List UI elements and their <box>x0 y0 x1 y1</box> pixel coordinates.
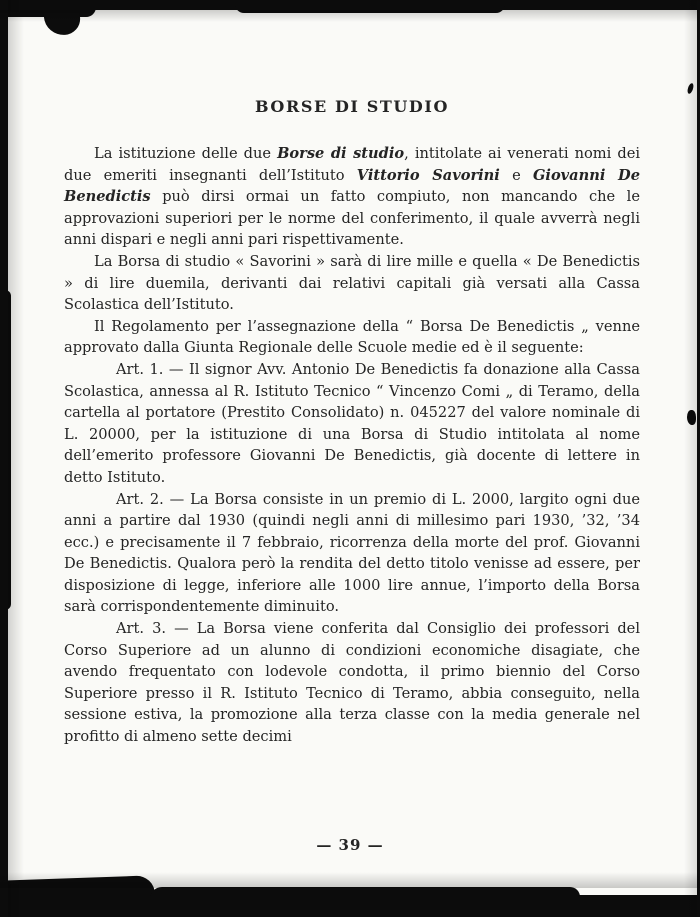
scan-mark-top-right <box>686 82 694 94</box>
scan-blob-top-left <box>43 0 81 36</box>
italic-text: Vittorio Savorini <box>356 166 500 184</box>
body-text: può dirsi ormai un fatto compiuto, non mancando che le approvazioni superiori per le norme del conferimento, il quale avverrà negli anni dispari e negli anni pari rispettivamente. <box>64 188 640 249</box>
page-title: BORSE DI STUDIO <box>254 97 449 116</box>
body-text: Art. 3. — La Borsa viene conferita dal Consiglio dei professori del Corso Superiore ad un alunno di condizioni economiche disagiate, che avendo frequentato con lodevole condotta, il primo biennio del Corso Superiore presso il R. Istituto Tecnico di Teramo, abbia conseguito, nella sessione estiva, la promozione alla terza classe con la media generale nel profitto di almeno sette decimi <box>64 620 640 746</box>
body-text: , intitolate ai venerati nomi dei due emeriti insegnanti dell’Istituto <box>64 145 641 184</box>
scan-edge-bottom-middle <box>150 887 580 917</box>
body-text: Il Regolamento per l’assegnazione della “ Borsa De Benedictis „ venne approvato dalla Giunta Regionale delle Scuole medie ed è il seguente: <box>64 317 640 357</box>
scan-blob-bottom-left <box>0 875 156 917</box>
scan-shadow-right <box>684 0 697 917</box>
body-text: Art. 1. — Il signor Avv. Antonio De Benedictis fa donazione alla Cassa Scolastica, annessa al R. Istituto Tecnico “ Vincenzo Comi „ di Teramo, della cartella al portatore (Prestito Consolidato) n. 045227 del valore nominale di L. 20000, per la istituzione di una Borsa di Studio intitolata al nome dell’emerito professore Giovanni De Benedictis, già docente di lettere in detto Istituto. <box>64 360 640 486</box>
scan-edge-top-middle <box>235 0 505 13</box>
paragraphs-container <box>64 143 640 748</box>
body-text: La istituzione delle due <box>94 145 278 162</box>
paragraph <box>64 359 640 489</box>
italic-text: Borse di studio <box>277 145 405 162</box>
scan-edge-left-bulge <box>0 290 11 610</box>
paragraph <box>64 143 640 251</box>
page-number: — 39 — <box>316 836 384 854</box>
paragraph <box>64 489 640 619</box>
scan-mark-right-middle <box>687 410 696 425</box>
paragraph <box>64 316 640 359</box>
italic-text: Giovanni De Benedictis <box>64 166 640 206</box>
document-body <box>64 97 640 748</box>
paragraph <box>64 618 640 748</box>
body-text: e <box>499 166 533 184</box>
body-text: Art. 2. — La Borsa consiste in un premio di L. 2000, largito ogni due anni a partire dal 1930 (quindi negli anni di millesimo pari 1930, ’32, ’34 ecc.) e precisamente il 7 febbraio, ricorrenza della morte del prof. Giovanni De Benedictis. Qualora però la rendita del detto titolo venisse ad essere, per disposizione di legge, inferiore alle 1000 lire annue, l’importo della Borsa sarà corrispondentemente diminuito. <box>64 490 640 616</box>
body-text: La Borsa di studio « Savorini » sarà di lire mille e quella « De Benedictis » di lire duemila, derivanti dai relativi capitali già versati alla Cassa Scolastica dell’Istituto. <box>64 252 640 314</box>
paragraph <box>64 251 640 316</box>
